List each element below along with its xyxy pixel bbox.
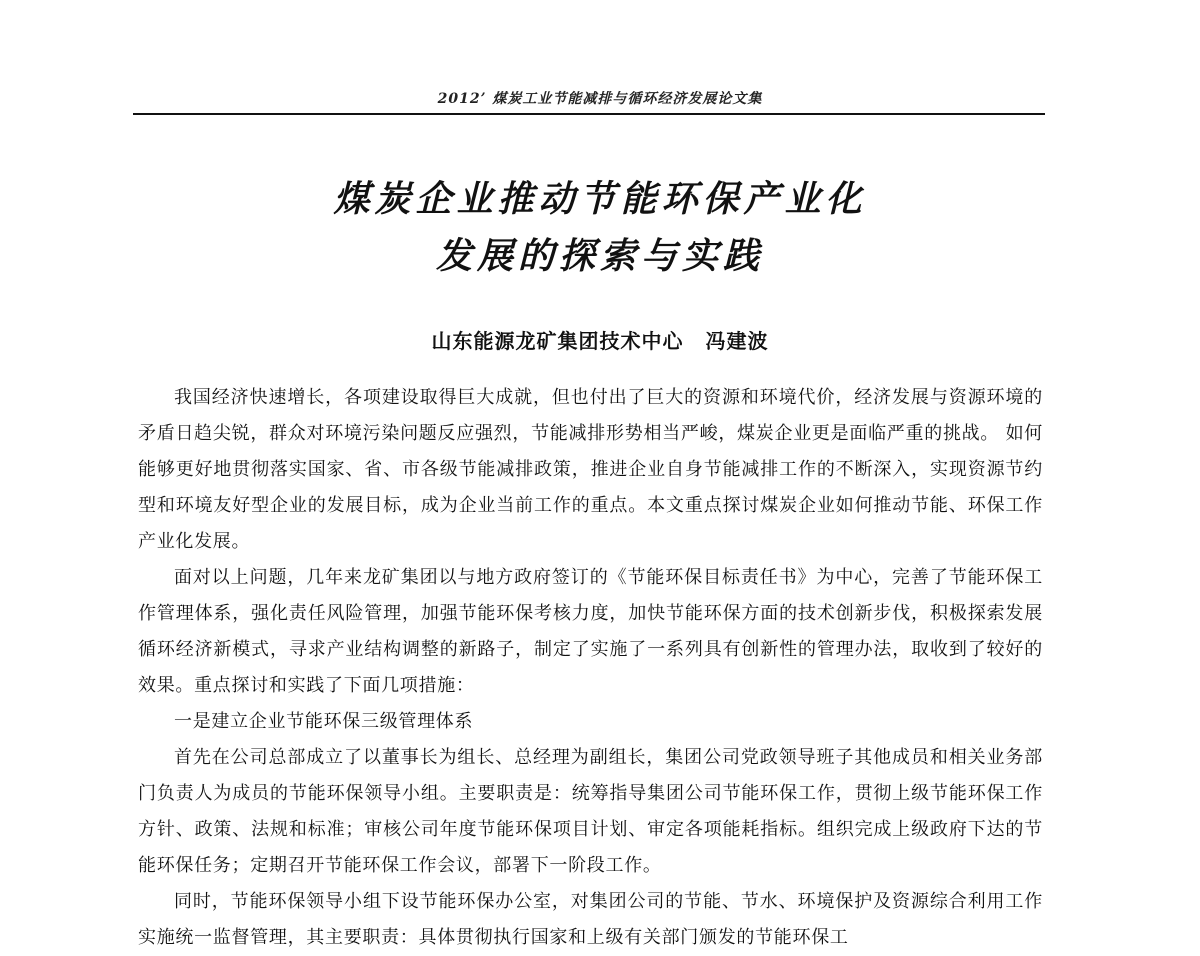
body-text (138, 380, 1043, 948)
header-rule (133, 113, 1045, 115)
paragraph-office: 同时，节能环保领导小组下设节能环保办公室，对集团公司的节能、节水、环境保护及资源综合利用工作实施统一监督管理，其主要职责：具体贯彻执行国家和上级有关部门颁发的节能环保工 (138, 891, 1043, 948)
paper-title-line-2: 发展的探索与实践 (435, 236, 764, 277)
paragraph-leadership: 首先在公司总部成立了以董事长为组长、总经理为副组长，集团公司党政领导班子其他成员和相关业务部门负责人为成员的节能环保领导小组。主要职责是：统筹指导集团公司节能环保工作，贯彻上级节能环保工作方针、政策、法规和标准；审核公司年度节能环保项目计划、审定各项能耗指标。组织完成上级政府下达的节能环保任务；定期召开节能环保工作会议，部署下一阶段工作。 (138, 747, 1043, 876)
running-header: 2012’ 煤炭工业节能减排与循环经济发展论文集 (437, 91, 763, 107)
author-affiliation: 山东能源龙矿集团技术中心 (431, 329, 684, 353)
section-heading: 一是建立企业节能环保三级管理体系 (174, 711, 474, 732)
author-name: 冯建波 (705, 329, 769, 353)
paper-title-line-1: 煤炭企业推动节能环保产业化 (333, 179, 867, 220)
paragraph-intro: 我国经济快速增长，各项建设取得巨大成就，但也付出了巨大的资源和环境代价，经济发展与资源环境的矛盾日趋尖锐，群众对环境污染问题反应强烈，节能减排形势相当严峻，煤炭企业更是面临严重的挑战。 如何能够更好地贯彻落实国家、省、市各级节能减排政策，推进企业自身节能减排工作的不断深入，实现资源节约型和环境友好型企业的发展目标，成为企业当前工作的重点。本文重点探讨煤炭企业如何推动节能、环保工作产业化发展。 (138, 387, 1043, 552)
byline (0, 329, 1200, 353)
paragraph-measures: 面对以上问题，几年来龙矿集团以与地方政府签订的《节能环保目标责任书》为中心，完善了节能环保工作管理体系，强化责任风险管理，加强节能环保考核力度，加快节能环保方面的技术创新步伐，积极探索发展循环经济新模式，寻求产业结构调整的新路子，制定了实施了一系列具有创新性的管理办法，取收到了较好的效果。重点探讨和实践了下面几项措施： (138, 567, 1043, 696)
